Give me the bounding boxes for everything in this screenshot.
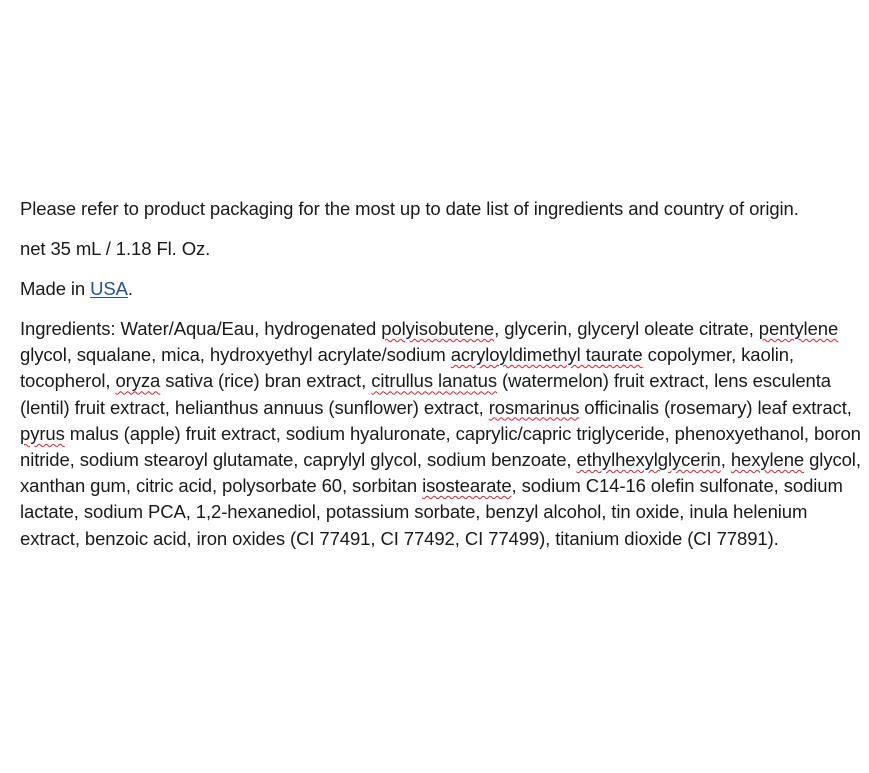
spellcheck-flagged-word[interactable]: ethylhexylglycerin xyxy=(576,449,721,471)
ingredient-segment: Ingredients: Water/Aqua/Eau, hydrogenated xyxy=(20,318,382,339)
origin-country-link[interactable]: USA xyxy=(90,278,128,299)
packaging-notice: Please refer to product packaging for the most up to date list of ingredients and country of origin. xyxy=(20,198,799,219)
ingredient-segment: , xyxy=(720,449,731,471)
ingredient-segment: malus (apple) fruit extract, sodium hyaluronate, caprylic/capric triglyceride, phenoxyethanol, boron nitride, sodium stearoyl glutamate, caprylyl glycol, sodium benzoate, xyxy=(20,422,861,471)
ingredient-segment: , glycerin, glyceryl oleate citrate, xyxy=(494,318,759,339)
ingredient-segment: (watermelon) fruit extract, lens esculenta (lentil) fruit extract, helianthus annuus (sunflower) extract, xyxy=(20,370,831,418)
ingredient-segment: glycol, squalane, mica, hydroxyethyl acrylate/sodium xyxy=(20,344,451,366)
origin-prefix: Made in xyxy=(20,278,91,299)
net-content: net 35 mL / 1.18 Fl. Oz. xyxy=(20,238,211,259)
ingredient-segment: copolymer, kaolin, tocopherol, xyxy=(20,344,794,392)
ingredient-segment: glycol, xanthan gum, citric acid, polysorbate 60, sorbitan xyxy=(20,449,861,497)
ingredients-list xyxy=(20,316,862,552)
spellcheck-flagged-word[interactable]: pyrus xyxy=(20,422,65,444)
ingredient-segment: , sodium C14-16 olefin sulfonate, sodium lactate, sodium PCA, 1,2-hexanediol, potassium sorbate, benzyl alcohol, tin oxide, inula helenium extract, benzoic acid, iron oxides (CI 77491, CI 77492, CI 77499), titanium dioxide (CI 77891). xyxy=(20,475,843,549)
spellcheck-flagged-word[interactable]: polyisobutene xyxy=(381,318,495,339)
ingredient-segment: officinalis (rosemary) leaf extract, xyxy=(579,396,852,418)
spellcheck-flagged-word[interactable]: acryloyldimethyl taurate xyxy=(450,344,643,366)
spellcheck-flagged-word[interactable]: oryza xyxy=(115,370,161,392)
document-body xyxy=(20,196,862,566)
spellcheck-flagged-word[interactable]: rosmarinus xyxy=(488,396,580,418)
spellcheck-flagged-word[interactable]: pentylene xyxy=(758,318,839,339)
ingredient-segment: sativa (rice) bran extract, xyxy=(160,370,372,392)
country-of-origin xyxy=(20,276,862,302)
spellcheck-flagged-word[interactable]: citrullus lanatus xyxy=(371,370,497,392)
spellcheck-flagged-word[interactable]: hexylene xyxy=(730,449,805,471)
origin-suffix: . xyxy=(127,278,133,299)
spellcheck-flagged-word[interactable]: isostearate xyxy=(422,475,512,497)
